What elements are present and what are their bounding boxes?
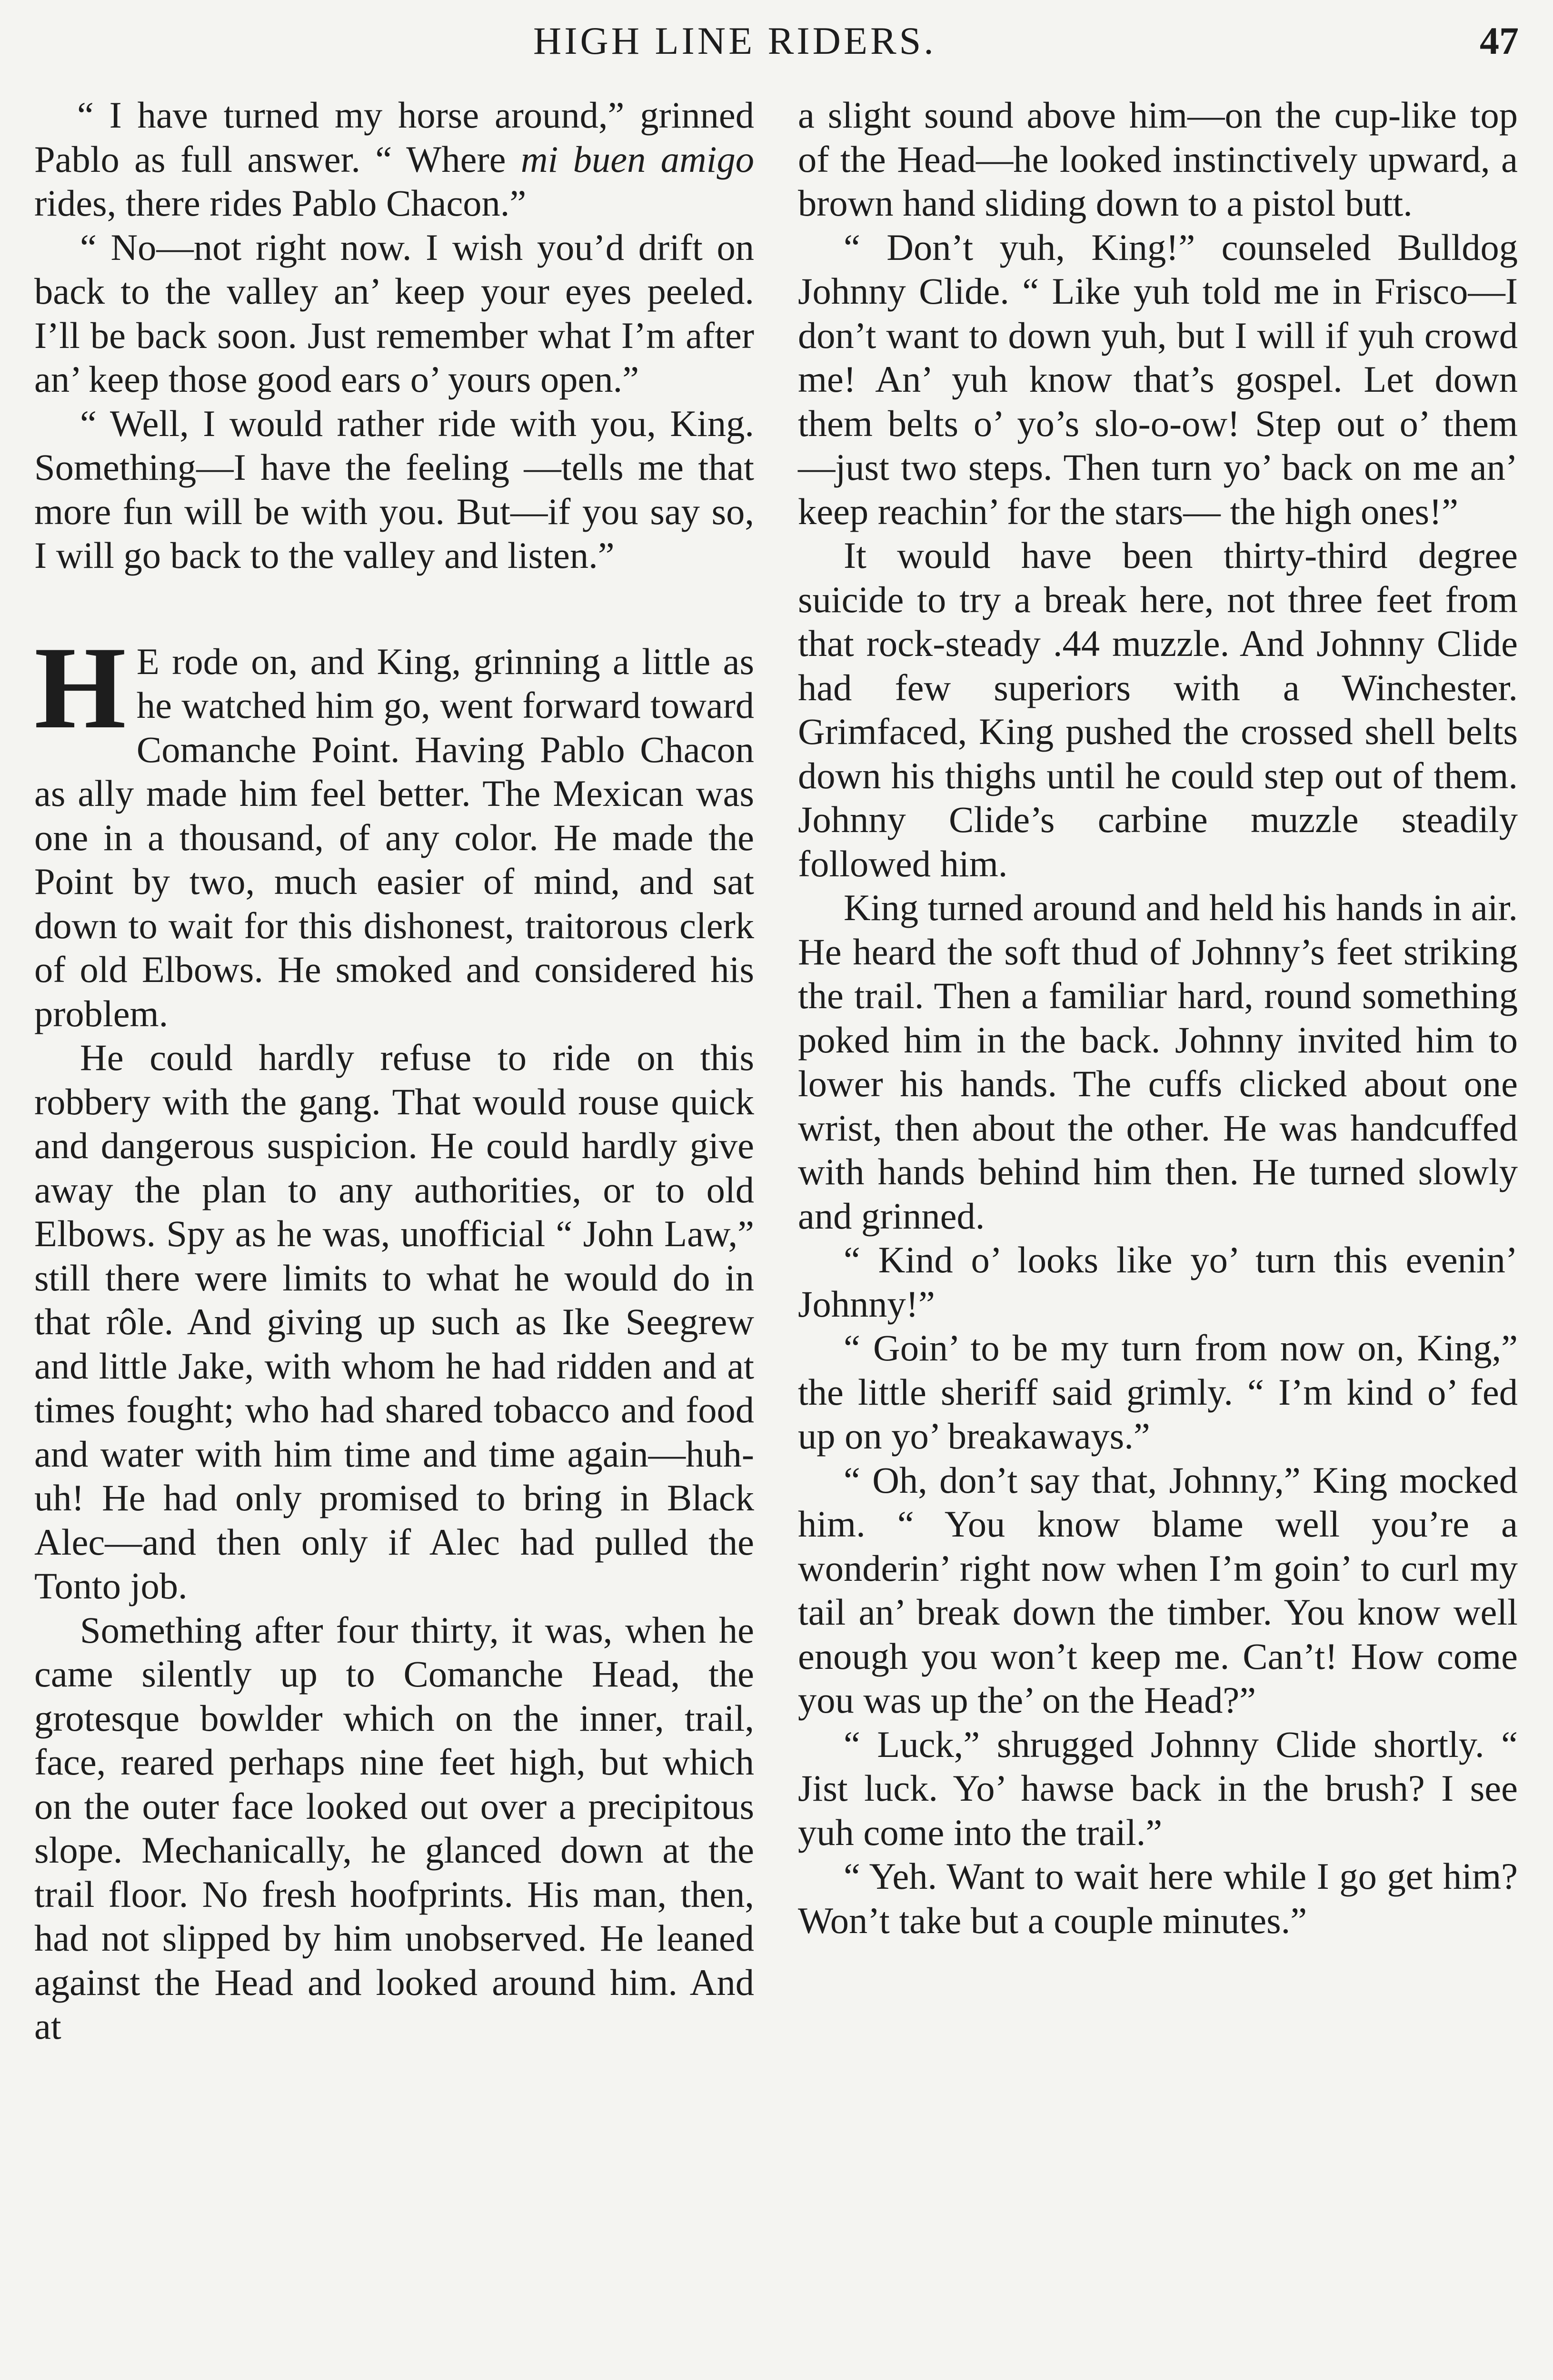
paragraph-text: rides, there rides Pablo Chacon.” [34, 182, 527, 224]
paragraph: “ Yeh. Want to wait here while I go get him? Won’t take but a couple minutes.” [798, 1855, 1518, 1941]
right-column [798, 93, 1518, 1943]
paragraph-text: E rode on, and King, grinning a little as he watched him go, went forward toward Comanche Point. Having Pablo Chacon as ally made him feel better. The Mexican was one in a thousand, of any color. He made the Point by two, much easier of mind, and sat down to wait for this dishonest, traitorous clerk of old Elbows. He smoked and considered his problem. [34, 640, 754, 1034]
paragraph: “ No—not right now. I wish you’d drift on back to the valley an’ keep your eyes peeled. I’ll be back soon. Just remember what I’m after an’ keep those good ears o’ yours open.” [34, 226, 754, 400]
paragraph: It would have been thirty-third degree suicide to try a break here, not three feet from that rock-steady .44 muzzle. And Johnny Clide had few superiors with a Winchester. Grimfaced, King pushed the crossed shell belts down his thighs until he could step out of them. Johnny Clide’s carbine muzzle steadily followed him. [798, 535, 1518, 884]
running-header [0, 12, 1553, 69]
drop-cap: H [34, 622, 126, 753]
page-number: 47 [1480, 19, 1519, 62]
paragraph: “ Oh, don’t say that, Johnny,” King mocked him. “ You know blame well you’re a wonderin’ right now when I’m goin’ to curl my tail an’ break down the timber. You know well enough you won’t keep me. Can’t! How come you was up the’ on the Head?” [798, 1459, 1518, 1721]
paragraph: “ Luck,” shrugged Johnny Clide shortly. “ Jist luck. Yo’ hawse back in the brush? I see yuh come into the trail.” [798, 1723, 1518, 1853]
running-title: HIGH LINE RIDERS. [533, 19, 936, 62]
left-column [34, 93, 754, 2049]
paragraph-continued: a slight sound above him—on the cup-like top of the Head—he looked instinctively upward, a brown hand sliding down to a pistol butt. [798, 94, 1518, 224]
paragraph: He could hardly refuse to ride on this robbery with the gang. That would rouse quick and dangerous suspicion. He could hardly give away the plan to any authorities, or to old Elbows. Spy as he was, unofficial “ John Law,” still there were limits to what he would do in that rôle. And giving up such as Ike Seegrew and little Jake, with whom he had ridden and at times fought; who had shared tobacco and food and water with him time and time again—huh-uh! He had only promised to bring in Black Alec—and then only if Alec had pulled the Tonto job. [34, 1037, 754, 1606]
paragraph-text: “ I have turned my horse around,” grinned Pablo as full answer. “ Where [34, 94, 754, 180]
section-opening-paragraph [34, 622, 754, 1036]
paragraph: Something after four thirty, it was, when he came silently up to Comanche Head, the grotesque bowlder which on the inner, trail, face, reared perhaps nine feet high, but which on the outer face looked out over a precipitous slope. Mechanically, he glanced down at the trail floor. No fresh hoofprints. His man, then, had not slipped by him unobserved. He leaned against the Head and looked around him. And at [34, 1609, 754, 2047]
italic-phrase: mi buen amigo [520, 138, 754, 180]
paragraph-pablo-answer [34, 93, 754, 226]
paragraph: “ Kind o’ looks like yo’ turn this evenin’ Johnny!” [798, 1239, 1518, 1325]
paragraph: King turned around and held his hands in air. He heard the soft thud of Johnny’s feet striking the trail. Then a familiar hard, round something poked him in the back. Johnny invited him to lower his hands. The cuffs clicked about one wrist, then about the other. He was handcuffed with hands behind him then. He turned slowly and grinned. [798, 887, 1518, 1237]
paragraph: “ Don’t yuh, King!” counseled Bulldog Johnny Clide. “ Like yuh told me in Frisco—I don’t want to down yuh, but I will if yuh crowd me! An’ yuh know that’s gospel. Let down them belts o’ yo’s slo-o-ow! Step out o’ them —just two steps. Then turn yo’ back on me an’ keep reachin’ for the stars— the high ones!” [798, 226, 1518, 532]
paragraph: “ Goin’ to be my turn from now on, King,” the little sheriff said grimly. “ I’m kind o’ fed up on yo’ breakaways.” [798, 1327, 1518, 1457]
paragraph: “ Well, I would rather ride with you, King. Something—I have the feeling —tells me that more fun will be with you. But—if you say so, I will go back to the valley and listen.” [34, 402, 754, 576]
